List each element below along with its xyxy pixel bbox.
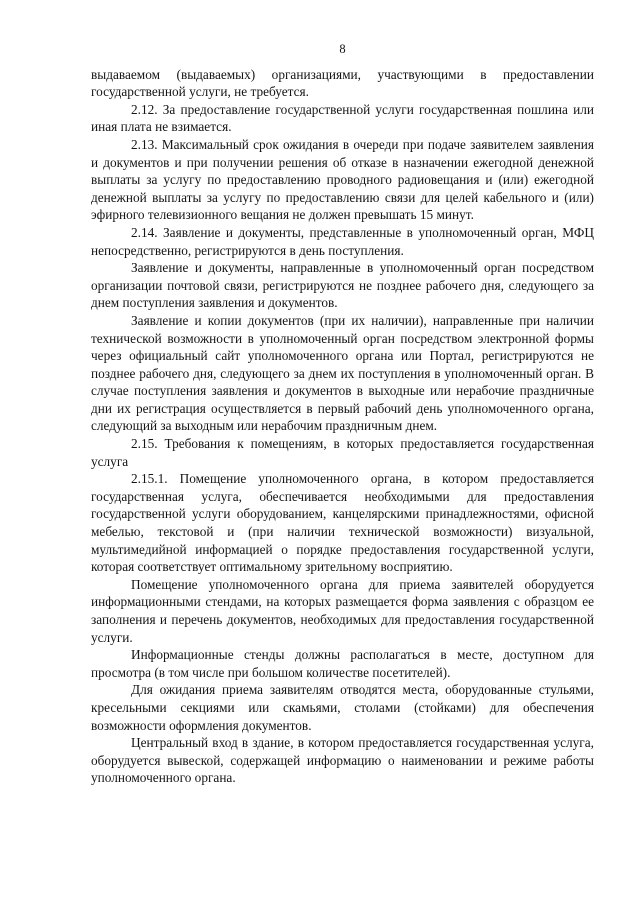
paragraph: 2.14. Заявление и документы, представленные в уполномоченный орган, МФЦ непосредственно, регистрируются в день поступления. bbox=[91, 224, 594, 258]
paragraph: 2.15.1. Помещение уполномоченного органа, в котором предоставляется государственная услуга, обеспечивается необходимыми для предоставления государственной услуги оборудованием, канцелярскими принадлежностями, офисной мебелью, текстовой и (при наличии технической возможности) визуальной, мультимедийной информацией о порядке предоставления государственной услуги, которая соответствует оптимальному зрительному восприятию. bbox=[91, 471, 594, 575]
paragraph: Заявление и копии документов (при их наличии), направленные при наличии технической возможности в уполномоченный орган посредством электронной формы через официальный сайт уполномоченного органа или Портал, регистрируются не позднее рабочего дня, следующего за днем их поступления в уполномоченный орган. В случае поступления заявления и документов в выходные или нерабочие праздничные дни их регистрация осуществляется в первый рабочий день уполномоченного органа, следующий за выходным или нерабочим праздничным днем. bbox=[91, 312, 594, 434]
paragraph: выдаваемом (выдаваемых) организациями, участвующими в предоставлении государственной услуги, не требуется. bbox=[91, 66, 594, 100]
paragraph: Помещение уполномоченного органа для приема заявителей оборудуется информационными стендами, на которых размещается форма заявления с образцом ее заполнения и перечень документов, необходимых для предоставления государственной услуги. bbox=[91, 576, 594, 645]
document-body bbox=[91, 66, 594, 787]
page-number: 8 bbox=[339, 42, 346, 56]
paragraph: 2.15. Требования к помещениям, в которых предоставляется государственная услуга bbox=[91, 436, 594, 469]
paragraph: Для ожидания приема заявителям отводятся места, оборудованные стульями, кресельными секциями или скамьями, столами (стойками) для обеспечения возможности оформления документов. bbox=[91, 682, 594, 733]
paragraph: Информационные стенды должны располагаться в месте, доступном для просмотра (в том числе при большом количестве посетителей). bbox=[91, 647, 594, 680]
paragraph: 2.12. За предоставление государственной услуги государственная пошлина или иная плата не взимается. bbox=[91, 101, 594, 135]
paragraph: Центральный вход в здание, в котором предоставляется государственная услуга, оборудуется вывеской, содержащей информацию о наименовании и режиме работы уполномоченного органа. bbox=[91, 735, 594, 786]
paragraph: Заявление и документы, направленные в уполномоченный орган посредством организации почтовой связи, регистрируются не позднее рабочего дня, следующего за днем поступления заявления и документов. bbox=[91, 260, 594, 311]
paragraph: 2.13. Максимальный срок ожидания в очереди при подаче заявителем заявления и документов и при получении решения об отказе в назначении ежегодной денежной выплаты за услугу по предоставлению проводного радиовещания и (или) ежегодной денежной выплаты за услугу по предоставлению связи для целей кабельного и (или) эфирного телевизионного вещания не должен превышать 15 минут. bbox=[91, 136, 594, 223]
